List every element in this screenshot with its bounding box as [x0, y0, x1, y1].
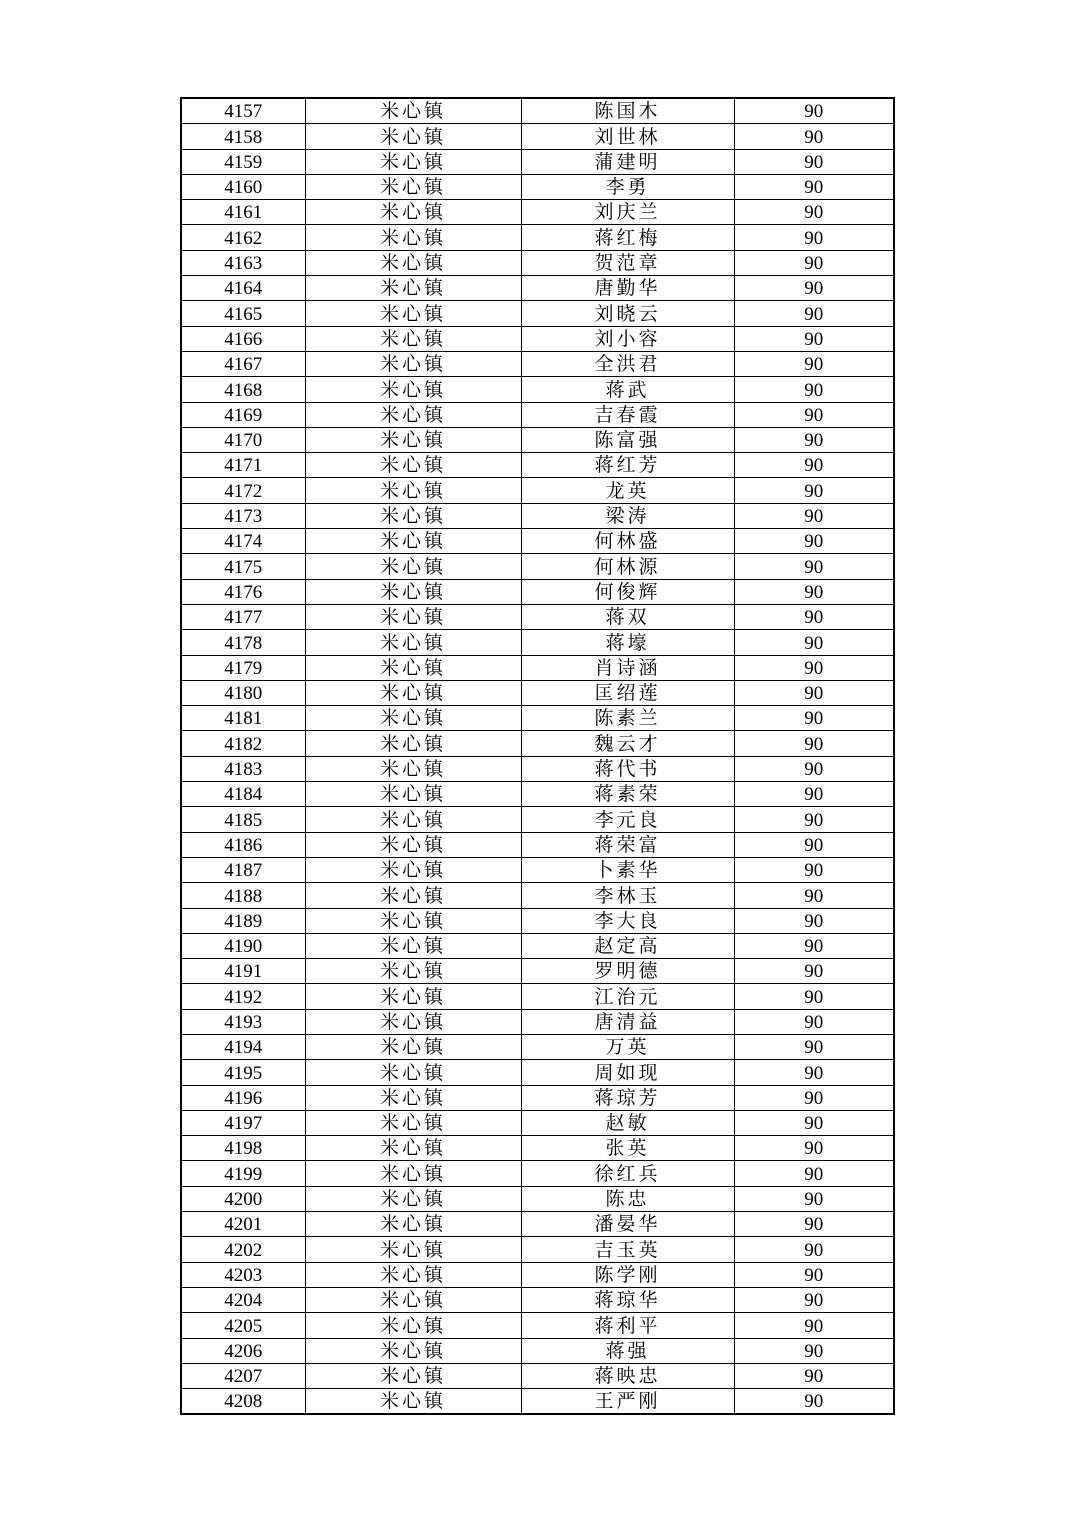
- serial-number-cell: 4188: [181, 883, 305, 908]
- table-row: [181, 630, 894, 655]
- table-row: [181, 933, 894, 958]
- score-cell: 90: [734, 857, 894, 882]
- person-name-cell: 唐勤华: [521, 276, 734, 301]
- person-name-cell: 陈富强: [521, 427, 734, 452]
- serial-number-cell: 4193: [181, 1009, 305, 1034]
- score-cell: 90: [734, 351, 894, 376]
- town-cell: 米心镇: [305, 1262, 521, 1287]
- serial-number-cell: 4157: [181, 98, 305, 124]
- score-cell: 90: [734, 427, 894, 452]
- town-cell: 米心镇: [305, 908, 521, 933]
- person-name-cell: 龙英: [521, 478, 734, 503]
- person-name-cell: 赵定高: [521, 933, 734, 958]
- town-cell: 米心镇: [305, 984, 521, 1009]
- score-cell: 90: [734, 984, 894, 1009]
- score-cell: 90: [734, 250, 894, 275]
- score-cell: 90: [734, 1136, 894, 1161]
- person-name-cell: 赵敏: [521, 1110, 734, 1135]
- score-cell: 90: [734, 529, 894, 554]
- person-name-cell: 陈学刚: [521, 1262, 734, 1287]
- town-cell: 米心镇: [305, 529, 521, 554]
- table-row: [181, 1363, 894, 1388]
- score-cell: 90: [734, 503, 894, 528]
- score-cell: 90: [734, 731, 894, 756]
- serial-number-cell: 4180: [181, 680, 305, 705]
- table-row: [181, 503, 894, 528]
- person-name-cell: 王严刚: [521, 1389, 734, 1415]
- serial-number-cell: 4181: [181, 706, 305, 731]
- table-row: [181, 554, 894, 579]
- table-row: [181, 782, 894, 807]
- table-row: [181, 959, 894, 984]
- town-cell: 米心镇: [305, 1363, 521, 1388]
- table-row: [181, 706, 894, 731]
- person-name-cell: 何俊辉: [521, 579, 734, 604]
- score-cell: 90: [734, 883, 894, 908]
- table-row: [181, 225, 894, 250]
- person-name-cell: 蒋武: [521, 377, 734, 402]
- serial-number-cell: 4207: [181, 1363, 305, 1388]
- score-cell: 90: [734, 478, 894, 503]
- person-name-cell: 蒋红梅: [521, 225, 734, 250]
- serial-number-cell: 4197: [181, 1110, 305, 1135]
- person-name-cell: 卜素华: [521, 857, 734, 882]
- serial-number-cell: 4184: [181, 782, 305, 807]
- serial-number-cell: 4176: [181, 579, 305, 604]
- score-cell: 90: [734, 1161, 894, 1186]
- roster-table-body: [181, 98, 894, 1414]
- score-cell: 90: [734, 1389, 894, 1415]
- serial-number-cell: 4208: [181, 1389, 305, 1415]
- town-cell: 米心镇: [305, 959, 521, 984]
- score-cell: 90: [734, 1313, 894, 1338]
- person-name-cell: 刘小容: [521, 326, 734, 351]
- serial-number-cell: 4162: [181, 225, 305, 250]
- table-row: [181, 1034, 894, 1059]
- table-row: [181, 908, 894, 933]
- serial-number-cell: 4200: [181, 1186, 305, 1211]
- town-cell: 米心镇: [305, 1110, 521, 1135]
- serial-number-cell: 4196: [181, 1085, 305, 1110]
- serial-number-cell: 4203: [181, 1262, 305, 1287]
- score-cell: 90: [734, 377, 894, 402]
- person-name-cell: 李元良: [521, 807, 734, 832]
- table-row: [181, 832, 894, 857]
- person-name-cell: 李勇: [521, 174, 734, 199]
- score-cell: 90: [734, 326, 894, 351]
- town-cell: 米心镇: [305, 1085, 521, 1110]
- person-name-cell: 陈国木: [521, 98, 734, 124]
- table-row: [181, 1338, 894, 1363]
- score-cell: 90: [734, 933, 894, 958]
- person-name-cell: 李大良: [521, 908, 734, 933]
- person-name-cell: 蒋琼华: [521, 1287, 734, 1312]
- table-row: [181, 604, 894, 629]
- score-cell: 90: [734, 554, 894, 579]
- town-cell: 米心镇: [305, 351, 521, 376]
- town-cell: 米心镇: [305, 478, 521, 503]
- score-cell: 90: [734, 832, 894, 857]
- person-name-cell: 张英: [521, 1136, 734, 1161]
- town-cell: 米心镇: [305, 756, 521, 781]
- town-cell: 米心镇: [305, 98, 521, 124]
- serial-number-cell: 4165: [181, 301, 305, 326]
- serial-number-cell: 4206: [181, 1338, 305, 1363]
- table-row: [181, 655, 894, 680]
- serial-number-cell: 4159: [181, 149, 305, 174]
- person-name-cell: 蒋壕: [521, 630, 734, 655]
- town-cell: 米心镇: [305, 1287, 521, 1312]
- score-cell: 90: [734, 630, 894, 655]
- town-cell: 米心镇: [305, 630, 521, 655]
- table-row: [181, 1110, 894, 1135]
- town-cell: 米心镇: [305, 276, 521, 301]
- person-name-cell: 匡绍莲: [521, 680, 734, 705]
- score-cell: 90: [734, 908, 894, 933]
- roster-table: [180, 97, 895, 1415]
- person-name-cell: 刘庆兰: [521, 200, 734, 225]
- serial-number-cell: 4199: [181, 1161, 305, 1186]
- score-cell: 90: [734, 959, 894, 984]
- serial-number-cell: 4169: [181, 402, 305, 427]
- table-row: [181, 756, 894, 781]
- town-cell: 米心镇: [305, 933, 521, 958]
- serial-number-cell: 4174: [181, 529, 305, 554]
- person-name-cell: 梁涛: [521, 503, 734, 528]
- table-row: [181, 377, 894, 402]
- serial-number-cell: 4168: [181, 377, 305, 402]
- table-row: [181, 124, 894, 149]
- town-cell: 米心镇: [305, 326, 521, 351]
- town-cell: 米心镇: [305, 377, 521, 402]
- town-cell: 米心镇: [305, 1186, 521, 1211]
- person-name-cell: 蒋素荣: [521, 782, 734, 807]
- table-row: [181, 1186, 894, 1211]
- person-name-cell: 蒋利平: [521, 1313, 734, 1338]
- person-name-cell: 徐红兵: [521, 1161, 734, 1186]
- person-name-cell: 蒋强: [521, 1338, 734, 1363]
- serial-number-cell: 4177: [181, 604, 305, 629]
- score-cell: 90: [734, 1287, 894, 1312]
- person-name-cell: 罗明德: [521, 959, 734, 984]
- score-cell: 90: [734, 200, 894, 225]
- town-cell: 米心镇: [305, 427, 521, 452]
- score-cell: 90: [734, 174, 894, 199]
- town-cell: 米心镇: [305, 124, 521, 149]
- serial-number-cell: 4179: [181, 655, 305, 680]
- table-row: [181, 680, 894, 705]
- person-name-cell: 蒋代书: [521, 756, 734, 781]
- town-cell: 米心镇: [305, 1161, 521, 1186]
- town-cell: 米心镇: [305, 149, 521, 174]
- town-cell: 米心镇: [305, 832, 521, 857]
- town-cell: 米心镇: [305, 554, 521, 579]
- score-cell: 90: [734, 1237, 894, 1262]
- score-cell: 90: [734, 1009, 894, 1034]
- table-row: [181, 250, 894, 275]
- town-cell: 米心镇: [305, 250, 521, 275]
- person-name-cell: 刘晓云: [521, 301, 734, 326]
- table-row: [181, 478, 894, 503]
- serial-number-cell: 4186: [181, 832, 305, 857]
- town-cell: 米心镇: [305, 655, 521, 680]
- score-cell: 90: [734, 807, 894, 832]
- table-row: [181, 857, 894, 882]
- table-row: [181, 301, 894, 326]
- score-cell: 90: [734, 1338, 894, 1363]
- serial-number-cell: 4204: [181, 1287, 305, 1312]
- serial-number-cell: 4183: [181, 756, 305, 781]
- town-cell: 米心镇: [305, 402, 521, 427]
- person-name-cell: 肖诗涵: [521, 655, 734, 680]
- score-cell: 90: [734, 276, 894, 301]
- person-name-cell: 刘世林: [521, 124, 734, 149]
- serial-number-cell: 4191: [181, 959, 305, 984]
- score-cell: 90: [734, 1110, 894, 1135]
- table-row: [181, 427, 894, 452]
- serial-number-cell: 4175: [181, 554, 305, 579]
- town-cell: 米心镇: [305, 731, 521, 756]
- score-cell: 90: [734, 756, 894, 781]
- person-name-cell: 李林玉: [521, 883, 734, 908]
- table-row: [181, 883, 894, 908]
- table-row: [181, 1389, 894, 1415]
- person-name-cell: 潘晏华: [521, 1212, 734, 1237]
- score-cell: 90: [734, 225, 894, 250]
- person-name-cell: 魏云才: [521, 731, 734, 756]
- town-cell: 米心镇: [305, 706, 521, 731]
- town-cell: 米心镇: [305, 1237, 521, 1262]
- serial-number-cell: 4172: [181, 478, 305, 503]
- score-cell: 90: [734, 604, 894, 629]
- score-cell: 90: [734, 1186, 894, 1211]
- serial-number-cell: 4202: [181, 1237, 305, 1262]
- table-row: [181, 351, 894, 376]
- serial-number-cell: 4161: [181, 200, 305, 225]
- person-name-cell: 唐清益: [521, 1009, 734, 1034]
- table-row: [181, 1212, 894, 1237]
- town-cell: 米心镇: [305, 1009, 521, 1034]
- serial-number-cell: 4173: [181, 503, 305, 528]
- serial-number-cell: 4194: [181, 1034, 305, 1059]
- person-name-cell: 蒋双: [521, 604, 734, 629]
- score-cell: 90: [734, 124, 894, 149]
- table-row: [181, 1237, 894, 1262]
- town-cell: 米心镇: [305, 857, 521, 882]
- score-cell: 90: [734, 680, 894, 705]
- town-cell: 米心镇: [305, 1212, 521, 1237]
- town-cell: 米心镇: [305, 174, 521, 199]
- score-cell: 90: [734, 98, 894, 124]
- table-row: [181, 98, 894, 124]
- town-cell: 米心镇: [305, 503, 521, 528]
- town-cell: 米心镇: [305, 1060, 521, 1085]
- serial-number-cell: 4187: [181, 857, 305, 882]
- serial-number-cell: 4201: [181, 1212, 305, 1237]
- table-row: [181, 453, 894, 478]
- score-cell: 90: [734, 1262, 894, 1287]
- town-cell: 米心镇: [305, 604, 521, 629]
- town-cell: 米心镇: [305, 579, 521, 604]
- person-name-cell: 蒋映忠: [521, 1363, 734, 1388]
- score-cell: 90: [734, 1034, 894, 1059]
- town-cell: 米心镇: [305, 1136, 521, 1161]
- serial-number-cell: 4189: [181, 908, 305, 933]
- town-cell: 米心镇: [305, 883, 521, 908]
- table-row: [181, 402, 894, 427]
- town-cell: 米心镇: [305, 1338, 521, 1363]
- town-cell: 米心镇: [305, 782, 521, 807]
- town-cell: 米心镇: [305, 301, 521, 326]
- table-row: [181, 149, 894, 174]
- serial-number-cell: 4195: [181, 1060, 305, 1085]
- town-cell: 米心镇: [305, 807, 521, 832]
- serial-number-cell: 4158: [181, 124, 305, 149]
- table-row: [181, 1313, 894, 1338]
- table-row: [181, 326, 894, 351]
- town-cell: 米心镇: [305, 1313, 521, 1338]
- score-cell: 90: [734, 1060, 894, 1085]
- person-name-cell: 蒋红芳: [521, 453, 734, 478]
- person-name-cell: 周如现: [521, 1060, 734, 1085]
- serial-number-cell: 4160: [181, 174, 305, 199]
- person-name-cell: 万英: [521, 1034, 734, 1059]
- score-cell: 90: [734, 706, 894, 731]
- table-row: [181, 1136, 894, 1161]
- score-cell: 90: [734, 1085, 894, 1110]
- person-name-cell: 陈忠: [521, 1186, 734, 1211]
- score-cell: 90: [734, 1212, 894, 1237]
- person-name-cell: 吉春霞: [521, 402, 734, 427]
- person-name-cell: 蒋荣富: [521, 832, 734, 857]
- person-name-cell: 何林盛: [521, 529, 734, 554]
- person-name-cell: 何林源: [521, 554, 734, 579]
- score-cell: 90: [734, 1363, 894, 1388]
- table-row: [181, 807, 894, 832]
- table-row: [181, 276, 894, 301]
- score-cell: 90: [734, 453, 894, 478]
- table-row: [181, 1060, 894, 1085]
- table-row: [181, 1287, 894, 1312]
- town-cell: 米心镇: [305, 200, 521, 225]
- town-cell: 米心镇: [305, 1034, 521, 1059]
- score-cell: 90: [734, 579, 894, 604]
- serial-number-cell: 4198: [181, 1136, 305, 1161]
- person-name-cell: 全洪君: [521, 351, 734, 376]
- serial-number-cell: 4170: [181, 427, 305, 452]
- serial-number-cell: 4182: [181, 731, 305, 756]
- person-name-cell: 陈素兰: [521, 706, 734, 731]
- table-row: [181, 984, 894, 1009]
- score-cell: 90: [734, 655, 894, 680]
- person-name-cell: 蒋琼芳: [521, 1085, 734, 1110]
- score-cell: 90: [734, 301, 894, 326]
- table-row: [181, 200, 894, 225]
- table-row: [181, 1085, 894, 1110]
- table-row: [181, 579, 894, 604]
- table-row: [181, 731, 894, 756]
- serial-number-cell: 4178: [181, 630, 305, 655]
- town-cell: 米心镇: [305, 680, 521, 705]
- serial-number-cell: 4171: [181, 453, 305, 478]
- score-cell: 90: [734, 149, 894, 174]
- person-name-cell: 蒲建明: [521, 149, 734, 174]
- person-name-cell: 贺范章: [521, 250, 734, 275]
- table-row: [181, 1009, 894, 1034]
- town-cell: 米心镇: [305, 225, 521, 250]
- serial-number-cell: 4166: [181, 326, 305, 351]
- table-row: [181, 1161, 894, 1186]
- serial-number-cell: 4192: [181, 984, 305, 1009]
- person-name-cell: 江治元: [521, 984, 734, 1009]
- serial-number-cell: 4164: [181, 276, 305, 301]
- town-cell: 米心镇: [305, 1389, 521, 1415]
- serial-number-cell: 4163: [181, 250, 305, 275]
- person-name-cell: 吉玉英: [521, 1237, 734, 1262]
- serial-number-cell: 4190: [181, 933, 305, 958]
- table-row: [181, 174, 894, 199]
- town-cell: 米心镇: [305, 453, 521, 478]
- serial-number-cell: 4185: [181, 807, 305, 832]
- table-row: [181, 1262, 894, 1287]
- serial-number-cell: 4167: [181, 351, 305, 376]
- score-cell: 90: [734, 402, 894, 427]
- table-row: [181, 529, 894, 554]
- score-cell: 90: [734, 782, 894, 807]
- serial-number-cell: 4205: [181, 1313, 305, 1338]
